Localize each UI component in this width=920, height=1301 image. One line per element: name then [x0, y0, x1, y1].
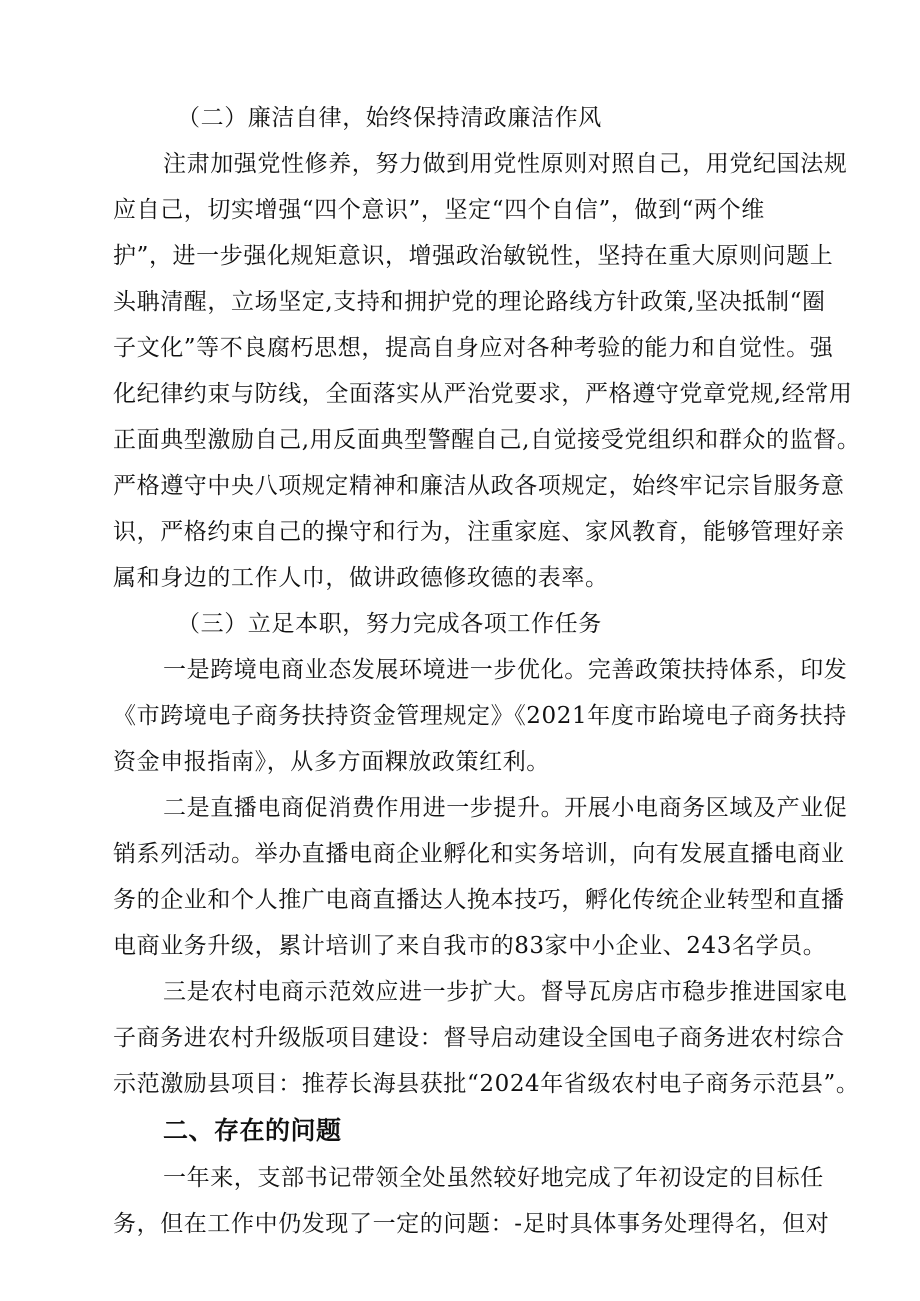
- paragraph-line: 严格遵守中央八项规定精神和廉洁从政各项规定，始终牢记宗旨服务意: [113, 473, 845, 499]
- section-heading-2: （二）廉洁自律，始终保持清政廉洁作风: [177, 105, 602, 131]
- paragraph-line: 三是农村电商示范效应进一步扩大。督导瓦房店市稳步推进国家电: [163, 979, 848, 1005]
- paragraph-line: 化纪律约束与防线，全面落实从严治党要求，严格遵守党章党规,经常用: [113, 381, 853, 407]
- paragraph-line: 属和身边的工作人巾，做讲政德修玫德的表率。: [113, 565, 609, 591]
- paragraph-line: 《市跨境电子商务扶持资金管理规定》《2021年度市跆境电子商务扶持: [113, 703, 847, 729]
- chapter-heading: 二、存在的问题: [163, 1116, 342, 1145]
- paragraph-line: 子商务进农村升级版项目建设：督导启动建设全国电子商务进农村综合: [113, 1025, 845, 1051]
- paragraph-line: 务的企业和个人推广电商直播达人挽本技巧，孵化传统企业转型和直播: [113, 887, 845, 913]
- paragraph-line: 电商业务升级，累计培训了来自我市的83家中小企业、243名学员。: [113, 933, 827, 959]
- paragraph-line: 注肃加强党性修养，努力做到用党性原则对照自己，用党纪国法规: [163, 151, 848, 177]
- paragraph-line: 一年来，支部书记带领全处虽然较好地完成了年初设定的目标任: [163, 1165, 824, 1191]
- paragraph-line: 销系列活动。举办直播电商企业孵化和实务培训，向有发展直播电商业: [113, 841, 845, 867]
- paragraph-line: 子文化”等不良腐朽思想，提高自身应对各种考验的能力和自觉性。强: [113, 335, 834, 361]
- paragraph-line: 示范激励县项目：推荐长海县获批“2024年省级农村电子商务示范县”。: [113, 1071, 860, 1097]
- section-heading-3: （三）立足本职，努力完成各项工作任务: [177, 611, 602, 637]
- paragraph-line: 一是跨境电商业态发展环境进一步优化。完善政策扶持体系，印发: [163, 657, 848, 683]
- paragraph-line: 资金申报指南》，从多方面粿放政策红利。: [113, 749, 550, 775]
- paragraph-line: 识，严格约束自己的操守和行为，注重家庭、家风教育，能够管理好亲: [113, 519, 845, 545]
- paragraph-line: 应自己，切实增强“四个意识”，坚定“四个自信”，做到“两个维: [113, 197, 765, 223]
- paragraph-line: 护”，进一步强化规矩意识，增强政治敏锐性，坚持在重大原则问题上: [113, 243, 834, 269]
- paragraph-line: 二是直播电商促消费作用进一步提升。开展小电商务区域及产业促: [163, 795, 848, 821]
- paragraph-line: 头聃清醒，立场坚定,支持和拥护党的理论路线方针政策,坚决抵制“圈: [113, 289, 826, 315]
- paragraph-line: 务，但在工作中仍发现了一定的问题：-足时具体事务处理得名，但对: [113, 1211, 830, 1237]
- paragraph-line: 正面典型激励自己,用反面典型警醒自己,自觉接受党组织和群众的监督。: [113, 427, 861, 453]
